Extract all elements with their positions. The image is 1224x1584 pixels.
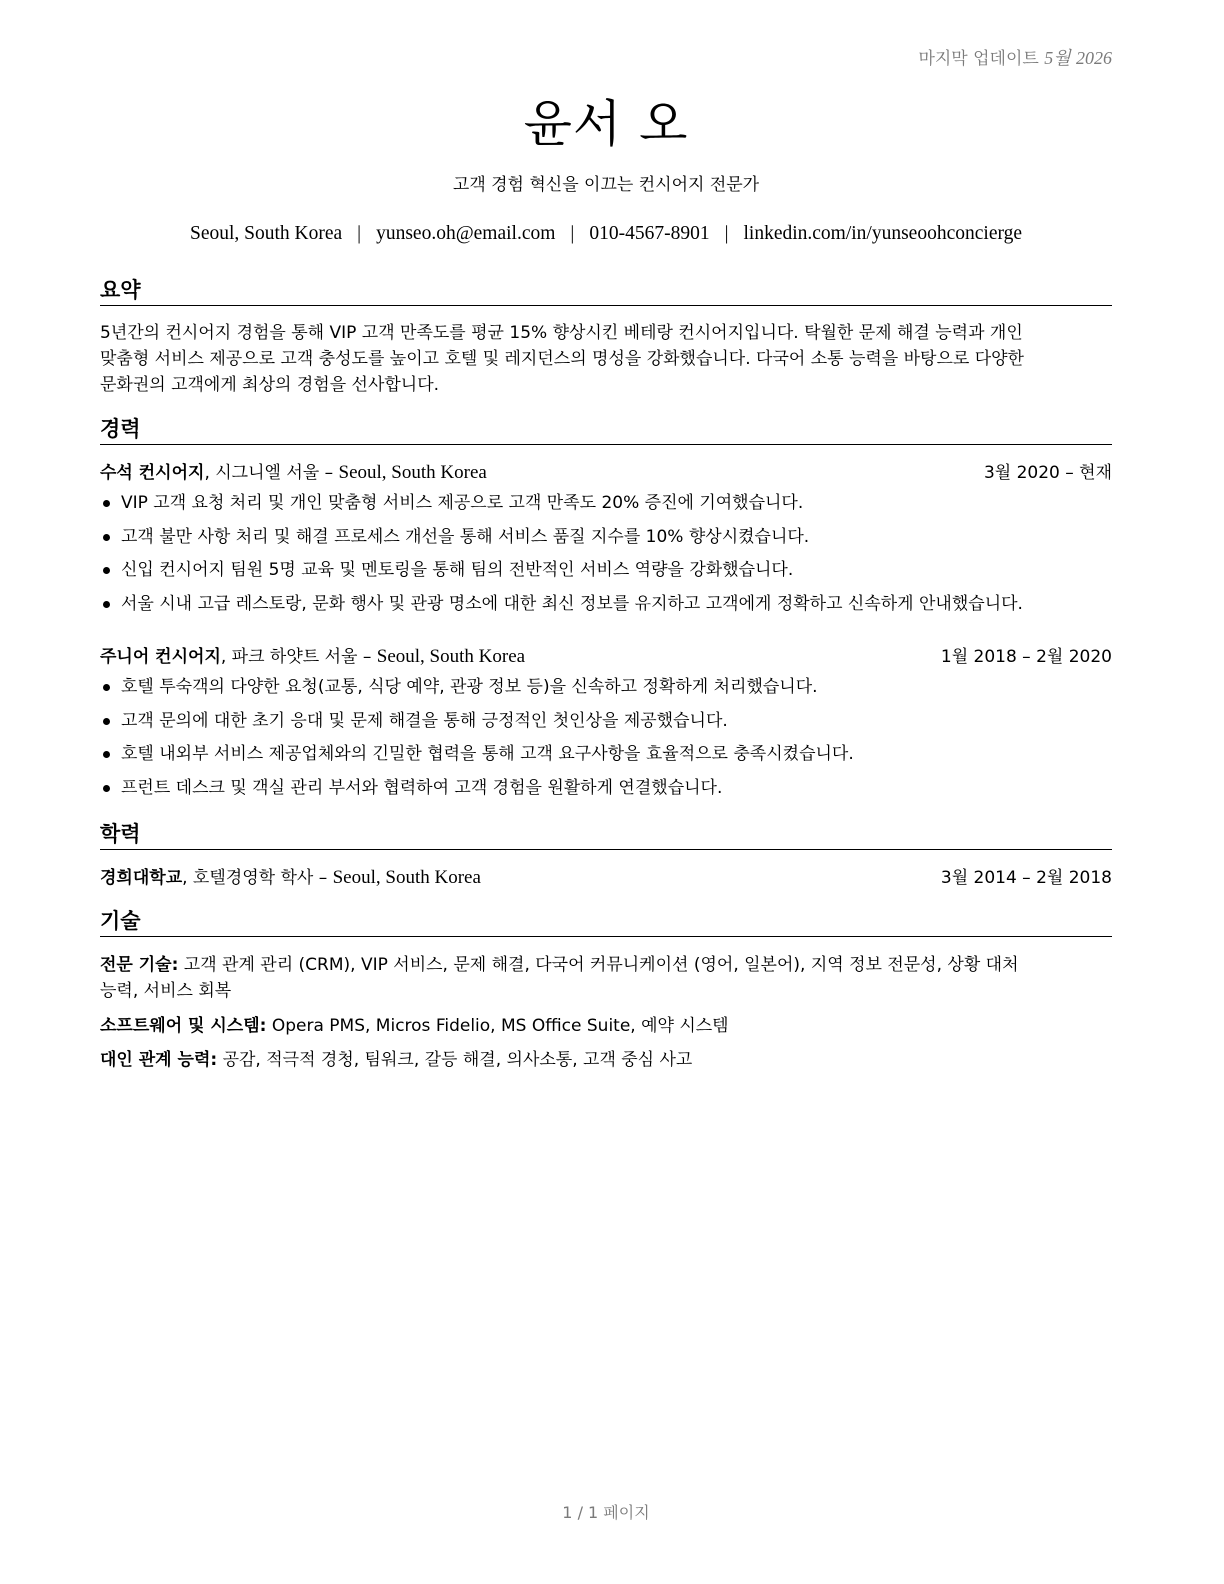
job-bullets: [100, 490, 1112, 624]
bullet-text: VIP 고객 요청 처리 및 개인 맞춤형 서비스 제공으로 고객 만족도 20% 증진에 기여했습니다.: [121, 493, 804, 513]
bullet-icon: [103, 718, 110, 725]
last-updated-label: 마지막 업데이트: [918, 49, 1039, 69]
education-heading: 학력: [100, 821, 1112, 850]
skill-value: 공감, 적극적 경청, 팀워크, 갈등 해결, 의사소통, 고객 중심 사고: [217, 1050, 693, 1070]
list-item: [100, 490, 1112, 524]
contact-email[interactable]: yunseo.oh@email.com: [376, 223, 556, 244]
skill-line: [100, 978, 1112, 1004]
list-item: [100, 524, 1112, 558]
summary-heading: 요약: [100, 277, 1112, 306]
summary-line: 맞춤형 서비스 제공으로 고객 충성도를 높이고 호텔 및 레지던스의 명성을 강화했습니다. 다국어 소통 능력을 바탕으로 다양한: [100, 349, 1024, 369]
education-location: Seoul, South Korea: [332, 867, 481, 888]
job-org: , 시그니엘 서울 –: [204, 463, 339, 483]
experience-heading: 경력: [100, 416, 1112, 445]
skill-value-continued: 능력, 서비스 회복: [100, 981, 232, 1001]
degree: , 호텔경영학 학사 –: [182, 868, 333, 888]
candidate-tagline: 고객 경험 혁신을 이끄는 컨시어지 전문가: [452, 175, 760, 195]
skill-row-software: [100, 1013, 1112, 1039]
bullet-icon: [103, 751, 110, 758]
bullet-icon: [103, 567, 110, 574]
list-item: [100, 591, 1112, 625]
last-updated: [918, 44, 1112, 70]
bullet-text: 호텔 투숙객의 다양한 요청(교통, 식당 예약, 관광 정보 등)을 신속하고 정확하게 처리했습니다.: [121, 677, 818, 697]
job-date: 1월 2018 – 2월 2020: [940, 647, 1112, 667]
contact-location: Seoul, South Korea: [189, 223, 343, 244]
contact-separator: |: [570, 223, 575, 244]
list-item: [100, 708, 1112, 742]
job-header: [100, 460, 1112, 486]
bullet-icon: [103, 534, 110, 541]
bullet-icon: [103, 684, 110, 691]
skill-label: 전문 기술:: [100, 955, 179, 975]
summary-line: 5년간의 컨시어지 경험을 통해 VIP 고객 만족도를 평균 15% 향상시킨 베테랑 컨시어지입니다. 탁월한 문제 해결 능력과 개인: [100, 323, 1023, 343]
resume-page: [100, 0, 1112, 1584]
bullet-text: 고객 불만 사항 처리 및 해결 프로세스 개선을 통해 서비스 품질 지수를 10% 향상시켰습니다.: [121, 526, 810, 547]
contact-linkedin[interactable]: linkedin.com/in/yunseoohconcierge: [743, 223, 1023, 244]
contact-separator: |: [724, 223, 729, 244]
summary-text: [100, 320, 1112, 398]
job-header: [100, 644, 1112, 670]
job-title: 수석 컨시어지: [100, 463, 205, 483]
bullet-text: 호텔 내외부 서비스 제공업체와의 긴밀한 협력을 통해 고객 요구사항을 효율적으로 충족시켰습니다.: [121, 744, 854, 764]
skill-row-interpersonal: [100, 1047, 1112, 1073]
job-org: , 파크 하얏트 서울 –: [220, 647, 377, 667]
education-date: 3월 2014 – 2월 2018: [940, 868, 1112, 888]
bullet-text: 신입 컨시어지 팀원 5명 교육 및 멘토링을 통해 팀의 전반적인 서비스 역량을 강화했습니다.: [121, 560, 794, 580]
skill-value: Opera PMS, Micros Fidelio, MS Office Suite, 예약 시스템: [266, 1016, 729, 1036]
skills-heading: 기술: [100, 908, 1112, 937]
bullet-icon: [103, 785, 110, 792]
job-location: Seoul, South Korea: [338, 462, 487, 483]
skill-row-professional: [100, 952, 1112, 1004]
contact-line: [100, 223, 1112, 245]
school-name: 경희대학교: [100, 868, 183, 888]
contact-separator: |: [357, 223, 362, 244]
skill-line: [100, 952, 1112, 978]
bullet-text: 프런트 데스크 및 객실 관리 부서와 협력하여 고객 경험을 원활하게 연결했습니다.: [121, 777, 723, 798]
education-entry: [100, 865, 1112, 891]
job-date: 3월 2020 – 현재: [983, 463, 1112, 483]
bullet-icon: [103, 500, 110, 507]
last-updated-year: 2026: [1076, 48, 1112, 68]
candidate-name: 윤서 오: [523, 95, 689, 153]
page-indicator: 1 / 1 페이지: [562, 1503, 650, 1522]
bullet-icon: [103, 601, 110, 608]
list-item: [100, 741, 1112, 775]
job-location: Seoul, South Korea: [376, 646, 526, 667]
job-title: 주니어 컨시어지: [100, 647, 221, 667]
skill-label: 소프트웨어 및 시스템:: [100, 1016, 267, 1036]
skill-value: 고객 관계 관리 (CRM), VIP 서비스, 문제 해결, 다국어 커뮤니케이션 (영어, 일본어), 지역 정보 전문성, 상황 대처: [178, 955, 1019, 975]
summary-line: 문화권의 고객에게 최상의 경험을 선사합니다.: [100, 375, 440, 395]
list-item: [100, 674, 1112, 708]
job-bullets: [100, 674, 1112, 808]
list-item: [100, 557, 1112, 591]
contact-phone: 010-4567-8901: [589, 223, 710, 244]
bullet-text: 고객 문의에 대한 초기 응대 및 문제 해결을 통해 긍정적인 첫인상을 제공했습니다.: [121, 710, 728, 731]
bullet-text: 서울 시내 고급 레스토랑, 문화 행사 및 관광 명소에 대한 최신 정보를 유지하고 고객에게 정확하고 신속하게 안내했습니다.: [121, 593, 1023, 614]
last-updated-month: 5월: [1044, 48, 1071, 68]
skill-label: 대인 관계 능력:: [100, 1050, 218, 1070]
list-item: [100, 775, 1112, 809]
